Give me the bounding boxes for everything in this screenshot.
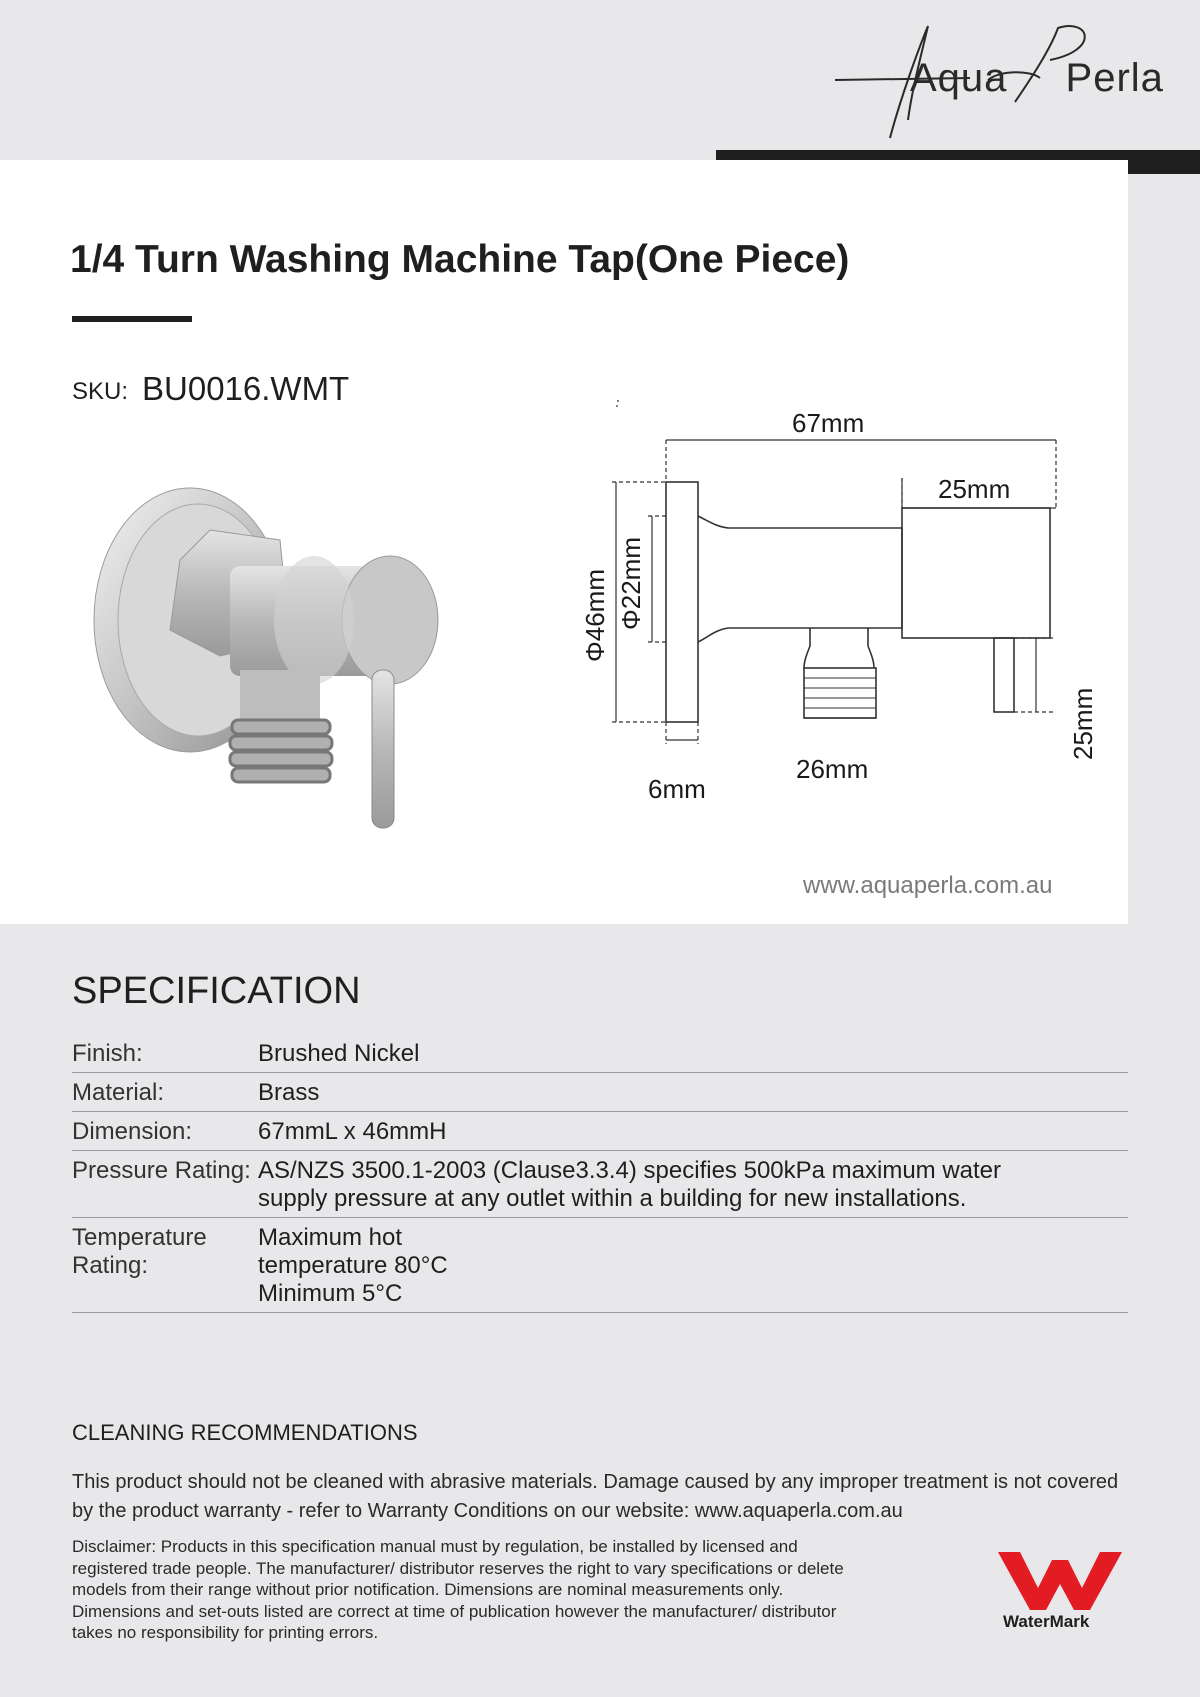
spec-label: Material: — [72, 1073, 258, 1112]
disclaimer-text: Disclaimer: Products in this specification manual must by regulation, be installed by licensed and registered trade people. The manufacturer/ distributor reserves the right to vary specifications or delete models from their range without prior notification. Dimensions are nominal measurements only. Dimensions and set-outs listed are correct at time of publication however the manufacturer/ distributor takes no responsibility for printing errors. — [72, 1537, 844, 1642]
spec-value: 67mmL x 46mmH — [258, 1112, 1128, 1151]
spec-value: AS/NZS 3500.1-2003 (Clause3.3.4) specifies 500kPa maximum water supply pressure at any outlet within a building for new installations. — [258, 1151, 1128, 1218]
dim-outlet-dia-label: Φ22mm — [616, 537, 646, 630]
dim-flange-dia-label: Φ46mm — [580, 569, 610, 662]
specification-table — [72, 1034, 1128, 1313]
dim-length-label: 67mm — [792, 408, 865, 438]
table-row — [72, 1112, 1128, 1151]
spec-label: Pressure Rating: — [72, 1151, 258, 1218]
watermark-label: WaterMark — [1003, 1612, 1090, 1631]
dim-thread-label: 26mm — [796, 754, 869, 784]
sku-value: BU0016.WMT — [142, 370, 350, 407]
table-row — [72, 1151, 1128, 1218]
dim-body-label: 25mm — [938, 474, 1011, 504]
spec-value: Brass — [258, 1073, 1128, 1112]
spec-label: Finish: — [72, 1034, 258, 1073]
spec-label: Temperature Rating: — [72, 1218, 258, 1313]
title-underline — [72, 316, 192, 322]
product-photo — [80, 470, 500, 850]
product-title: 1/4 Turn Washing Machine Tap(One Piece) — [70, 238, 850, 281]
spec-value: Brushed Nickel — [258, 1034, 1128, 1073]
table-row — [72, 1218, 1128, 1313]
dim-flange-thickness-label: 6mm — [648, 774, 706, 804]
sku-label: SKU: — [72, 378, 129, 405]
spec-label: Dimension: — [72, 1112, 258, 1151]
brand-logo — [800, 20, 1200, 140]
specification-heading: SPECIFICATION — [72, 970, 361, 1012]
website-url[interactable]: www.aquaperla.com.au — [803, 872, 1053, 899]
watermark-logo-icon — [990, 1548, 1130, 1648]
spec-value: Maximum hot temperature 80°C Minimum 5°C — [258, 1218, 1128, 1313]
logo-wordmark: Aqua Perla — [910, 56, 1164, 100]
dim-lever-label: 25mm — [1068, 687, 1098, 760]
flange-outline — [666, 482, 698, 722]
cleaning-text: This product should not be cleaned with abrasive materials. Damage caused by any improper treatment is not covered by the product warranty - refer to Warranty Conditions on our website: www.aquaperla.com.au — [72, 1471, 1119, 1522]
table-row — [72, 1073, 1128, 1112]
handle-block-outline — [902, 508, 1050, 638]
table-row — [72, 1034, 1128, 1073]
cleaning-heading: CLEANING RECOMMENDATIONS — [72, 1420, 418, 1445]
technical-drawing — [570, 400, 1110, 820]
